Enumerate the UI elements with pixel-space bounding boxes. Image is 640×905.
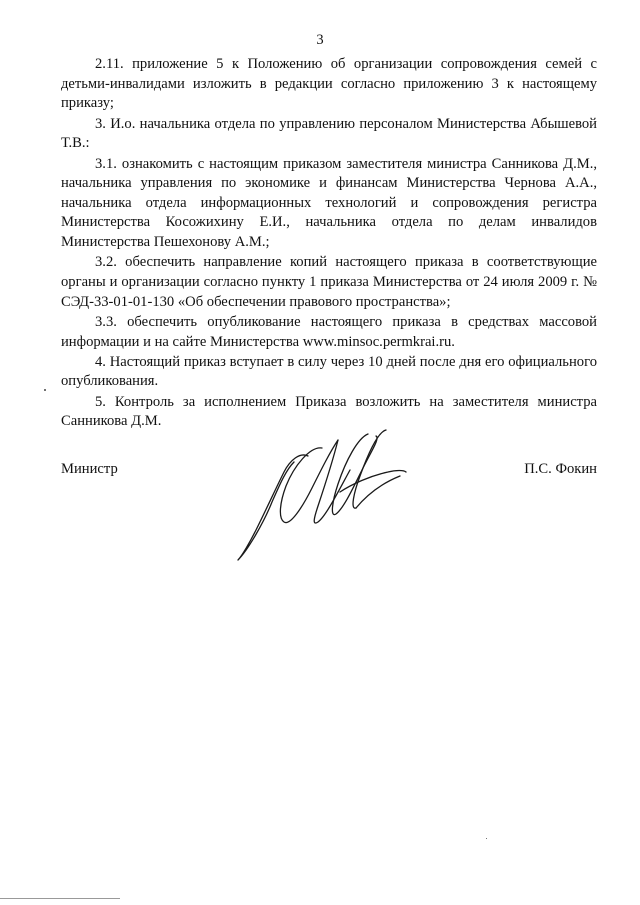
scan-edge-line [0, 898, 120, 899]
paragraph-3-3: 3.3. обеспечить опубликование настоящего приказа в средствах массовой информации и на сайте Министерства www.minsoc.permkrai.ru. [61, 313, 597, 350]
paragraph-2-11: 2.11. приложение 5 к Положению об организации сопровождения семей с детьми-инвалидами изложить в редакции согласно приложению 3 к настоящему приказу; [61, 56, 597, 112]
signatory-name: П.С. Фокин [524, 461, 597, 477]
paragraph-4: 4. Настоящий приказ вступает в силу через 10 дней после дня его официального опубликования. [61, 353, 597, 390]
handwritten-signature [230, 426, 410, 566]
scan-speck [44, 389, 46, 391]
paragraph-3: 3. И.о. начальника отдела по управлению персоналом Министерства Абышевой Т.В.: [61, 115, 597, 152]
paragraph-3-1: 3.1. ознакомить с настоящим приказом заместителя министра Санникова Д.М., начальника управления по экономике и финансам Министерства Чернова А.А., начальника отдела информационных технологий и сопровождения регистра Министерства Косожихину Е.И., начальника отдела по делам инвалидов Министерства Пешехонову А.М.; [61, 155, 597, 250]
page-number: 3 [316, 32, 324, 48]
order-text [61, 55, 597, 433]
paragraph-3-2: 3.2. обеспечить направление копий настоящего приказа в соответствующие органы и организации согласно пункту 1 приказа Министерства от 24 июля 2009 г. № СЭД-33-01-01-130 «Об обеспечении правового пространства»; [61, 254, 597, 310]
paragraph-5: 5. Контроль за исполнением Приказа возложить на заместителя министра Санникова Д.М. [61, 393, 597, 430]
signatory-title: Министр [61, 461, 118, 477]
scan-speck [486, 838, 487, 839]
